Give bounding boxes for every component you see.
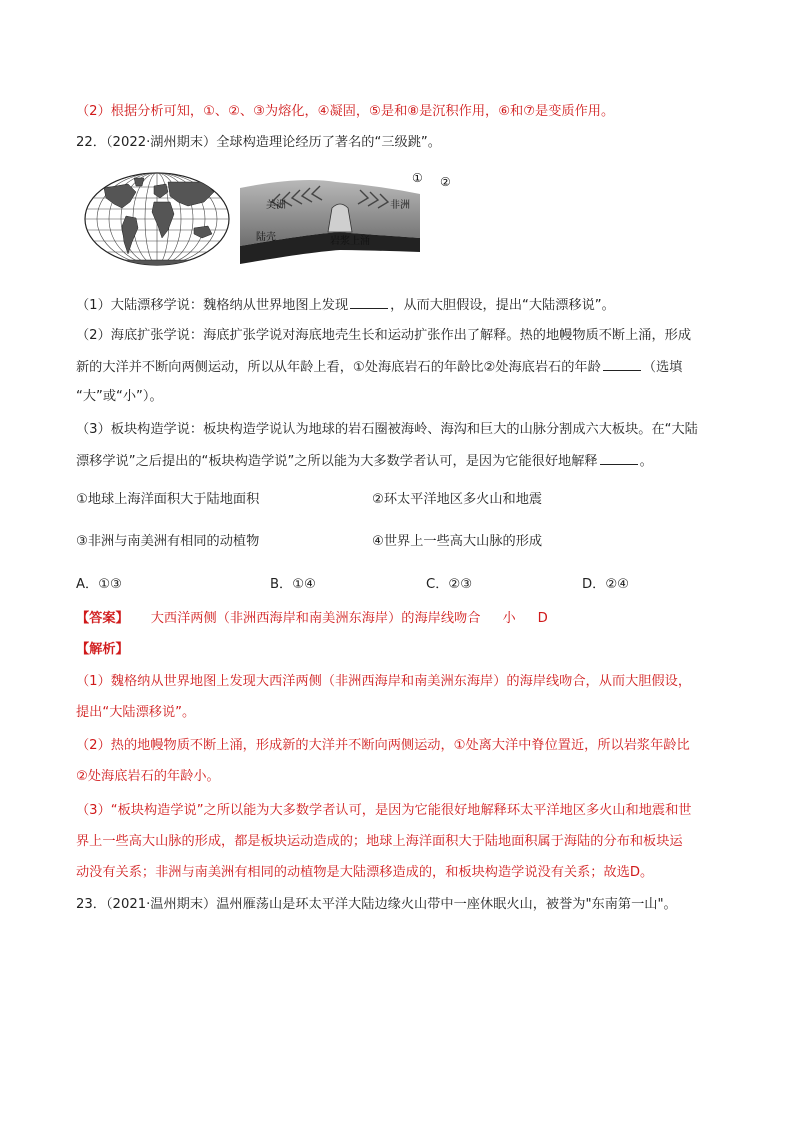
item-3: ③非洲与南美洲有相同的动植物: [76, 534, 260, 549]
choice-c[interactable]: C．②③: [426, 577, 473, 592]
analysis-1-line1: （1）魏格纳从世界地图上发现大西洋两侧（非洲西海岸和南美洲东海岸）的海岸线吻合，从而大胆假设，: [76, 674, 692, 689]
label-crust: 陆壳: [256, 232, 276, 243]
label-america: 美洲: [266, 200, 286, 211]
q23-stem: 23．（2021·温州期末）温州雁荡山是环太平洋大陆边缘火山带中一座休眠火山，被誉为"东南第一山"。: [76, 897, 677, 912]
marker-2: ②: [440, 175, 451, 189]
seafloor-spreading-figure: [240, 168, 451, 268]
q22-sub1-text-a: （1）大陆漂移学说：魏格纳从世界地图上发现: [76, 298, 349, 313]
item-4: ④世界上一些高大山脉的形成: [372, 534, 543, 549]
q22-sub3-text-b: 。: [639, 454, 653, 469]
choice-d[interactable]: D．②④: [582, 577, 629, 592]
answer-blank-3[interactable]: [600, 452, 638, 465]
item-2: ②环太平洋地区多火山和地震: [372, 492, 543, 507]
q22-sub3-line1: （3）板块构造学说：板块构造学说认为地球的岩石圈被海岭、海沟和巨大的山脉分割成六大板块。在“大陆: [76, 422, 698, 437]
item-1: ①地球上海洋面积大于陆地面积: [76, 492, 260, 507]
analysis-3-line1: （3）“板块构造学说”之所以能为大多数学者认可，是因为它能很好地解释环太平洋地区多火山和地震和世: [76, 803, 692, 818]
answer-line: [76, 610, 548, 628]
answer-2: 小: [502, 611, 516, 626]
prev-analysis-part2: （2）根据分析可知，①、②、③为熔化，④凝固，⑤是和⑧是沉积作用，⑥和⑦是变质作用。: [76, 104, 615, 119]
choice-b[interactable]: B．①④: [270, 577, 316, 592]
analysis-label: 【解析】: [76, 642, 129, 657]
world-map-figure: [84, 172, 230, 266]
marker-1: ①: [412, 171, 423, 185]
analysis-2-line1: （2）热的地幔物质不断上涌，形成新的大洋并不断向两侧运动，①处离大洋中脊位置近，所以岩浆年龄比: [76, 738, 690, 753]
answer-blank-2[interactable]: [603, 358, 641, 371]
label-africa: 非洲: [390, 200, 410, 211]
q22-sub1: [76, 296, 615, 315]
q22-sub2-line1: （2）海底扩张学说：海底扩张学说对海底地壳生长和运动扩张作出了解释。热的地幔物质不断上涌，形成: [76, 328, 692, 343]
q22-sub2-line3: “大”或“小”）。: [76, 389, 163, 404]
q22-sub3-line2: [76, 452, 653, 471]
answer-3: D: [537, 611, 548, 626]
answer-1: 大西洋两侧（非洲西海岸和南美洲东海岸）的海岸线吻合: [150, 611, 481, 626]
analysis-3-line3: 动没有关系；非洲与南美洲有相同的动植物是大陆漂移造成的，和板块构造学说没有关系；故选D。: [76, 865, 654, 880]
answer-blank-1[interactable]: [350, 296, 388, 309]
answer-label: 【答案】: [76, 611, 129, 626]
q22-sub2-line2: [76, 358, 682, 377]
q22-stem: 22．（2022·湖州期末）全球构造理论经历了著名的“三级跳”。: [76, 135, 441, 150]
analysis-2-line2: ②处海底岩石的年龄小。: [76, 769, 220, 784]
q22-sub2-text-b: （选填: [642, 360, 683, 375]
analysis-1-line2: 提出“大陆漂移说”。: [76, 705, 196, 720]
choice-a[interactable]: A．①③: [76, 577, 122, 592]
q22-sub2-text-a: 新的大洋并不断向两侧运动，所以从年龄上看，①处海底岩石的年龄比②处海底岩石的年龄: [76, 360, 601, 375]
q22-sub1-text-b: ，从而大胆假设，提出“大陆漂移说”。: [390, 298, 615, 313]
label-magma: 岩浆上涌: [330, 236, 370, 247]
q22-sub3-text-a: 漂移学说”之后提出的“板块构造学说”之所以能为大多数学者认可，是因为它能很好地解释: [76, 454, 598, 469]
analysis-3-line2: 界上一些高大山脉的形成，都是板块运动造成的；地球上海洋面积大于陆地面积属于海陆的分布和板块运: [76, 834, 683, 849]
